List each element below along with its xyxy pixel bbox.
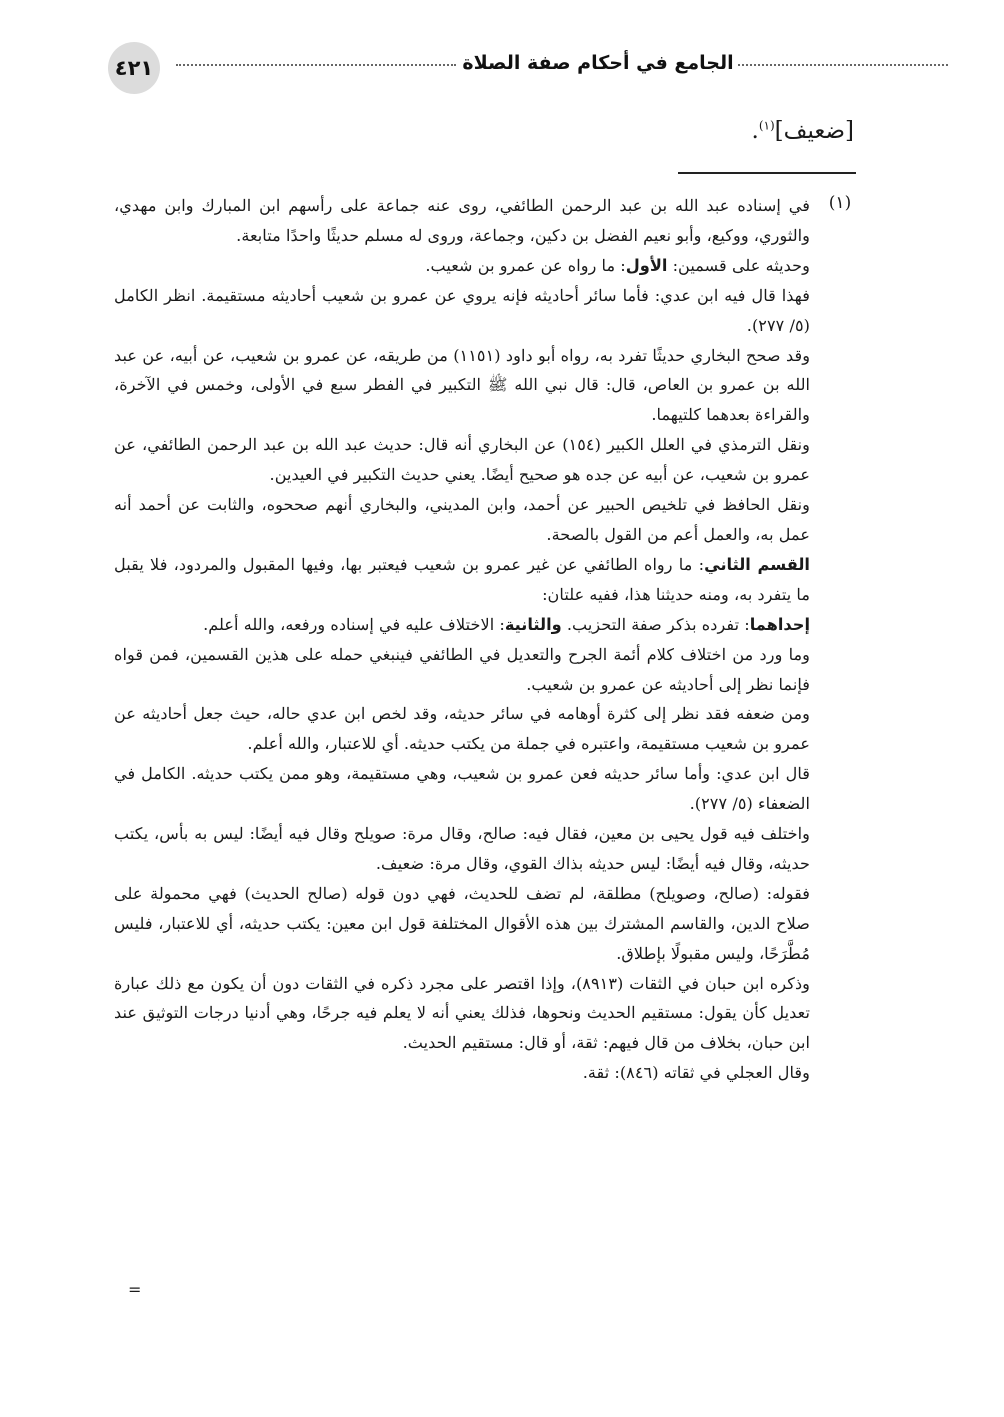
header-dotted-rule-left <box>176 64 456 66</box>
footnote-separator <box>678 172 856 174</box>
page-number: ٤٢١ <box>108 42 160 94</box>
footnote-paragraph: ونقل الحافظ في تلخيص الحبير عن أحمد، وابن المديني، والبخاري أنهم صححوه، والثابت عن أحمد أنه عمل به، والعمل أعم من القول بالصحة. <box>114 495 810 544</box>
footnote-paragraph: وقال العجلي في ثقاته (٨٤٦): ثقة. <box>582 1063 810 1083</box>
continuation-mark: = <box>128 1280 142 1299</box>
footnote-paragraph: وذكره ابن حبان في الثقات (٨٩١٣)، وإذا اقتصر على مجرد ذكره في الثقات دون أن يكون مع ذلك عبارة تعديل كأن يقول: مستقيم الحديث ونحوها، فذلك يعني أنه لا يعلم فيه جرحًا، وهي أدنيا درجات التوثيق عند ابن حبان، بخلاف من قال فيهم: ثقة، أو قال: مستقيم الحديث. <box>114 973 810 1053</box>
footnote-paragraph: إحداهما: تفرده بذكر صفة التحزيب. والثانية: الاختلاف عليه في إسناده ورفعه، والله أعلم. <box>203 614 810 634</box>
footnote-paragraph: وما ورد من اختلاف كلام أئمة الجرح والتعديل في الطائفي فينبغي حمله على هذين القسمين، فمن قواه فإنما نظر إلى أحاديثه عن عمرو بن شعيب. <box>114 644 810 694</box>
grade-text: [ضعيف] <box>774 118 854 144</box>
main-text <box>752 118 854 144</box>
header-dotted-rule-right <box>738 64 948 66</box>
footnote-paragraph: في إسناده عبد الله بن عبد الرحمن الطائفي، روى عنه جماعة على رأسهم ابن المبارك وابن مهدي، والثوري، ووكيع، وأبو نعيم الفضل بن دكين، وجماعة، وروى له مسلم حديثًا واحدًا متابعة. <box>114 196 810 245</box>
footnote-paragraph: فقوله: (صالح، وصويلح) مطلقة، لم تضف للحديث، فهي دون قوله (صالح الحديث) فهي محمولة على صلاح الدين، والقاسم المشترك بين هذه الأقوال المختلفة قول ابن معين: يكتب حديثه، أي للاعتبار، فليس مُطَّرَحًا، وليس مقبولًا بإطلاق. <box>114 883 810 963</box>
footnote-paragraph: وحديثه على قسمين: الأول: ما رواه عن عمرو بن شعيب. <box>425 255 810 275</box>
page-header <box>108 42 848 106</box>
footnote-paragraph: فهذا قال فيه ابن عدي: فأما سائر أحاديثه فإنه يروي عن عمرو بن شعيب أحاديثه مستقيمة. انظر الكامل (٥/ ٢٧٧). <box>114 285 810 335</box>
footnote-paragraph: ونقل الترمذي في العلل الكبير (١٥٤) عن البخاري أنه قال: حديث عبد الله بن عبد الرحمن الطائفي، عن عمرو بن شعيب، عن أبيه عن جده هو صحيح أيضًا. يعني حديث التكبير في العيدين. <box>114 435 810 485</box>
footnote-paragraph: القسم الثاني: ما رواه الطائفي عن غير عمرو بن شعيب فيعتبر بها، وفيها المقبول والمردود، فلا يقبل ما يتفرد به، ومنه حديثنا هذا، ففيه علتان: <box>114 554 810 604</box>
footnote-paragraph: ومن ضعفه فقد نظر إلى كثرة أوهامه في سائر حديثه، وقد لخص ابن عدي حاله، حيث جعل أحاديثه عن عمرو بن شعيب مستقيمة، واعتبره في جملة من يكتب حديثه. أي للاعتبار، والله أعلم. <box>114 704 810 754</box>
footnote-body <box>114 191 810 1088</box>
footnote-paragraph: واختلف فيه قول يحيى بن معين، فقال فيه: صالح، وقال مرة: صويلح وقال فيه أيضًا: ليس به بأس، يكتب حديثه، وقال فيه أيضًا: ليس حديثه بذاك القوي، وقال مرة: ضعيف. <box>114 824 810 873</box>
main-text-end: . <box>751 118 759 144</box>
running-title: الجامع في أحكام صفة الصلاة <box>462 52 734 74</box>
footnote-paragraph: وقد صحح البخاري حديثًا تفرد به، رواه أبو داود (١١٥١) من طريقه، عن عمرو بن شعيب، عن أبيه، عن عبد الله بن عمرو بن العاص، قال: قال نبي الله ﷺ التكبير في الفطر سبع في الأولى، وخمس في الآخرة، والقراءة بعدهما كلتيهما. <box>114 345 811 425</box>
footnote-reference: (١) <box>758 118 775 133</box>
footnote-paragraph: قال ابن عدي: وأما سائر حديثه فعن عمرو بن شعيب، وهي مستقيمة، وهو ممن يكتب حديثه. الكامل في الضعفاء (٥/ ٢٧٧). <box>114 764 810 814</box>
footnote-marker: (١) <box>828 193 852 213</box>
